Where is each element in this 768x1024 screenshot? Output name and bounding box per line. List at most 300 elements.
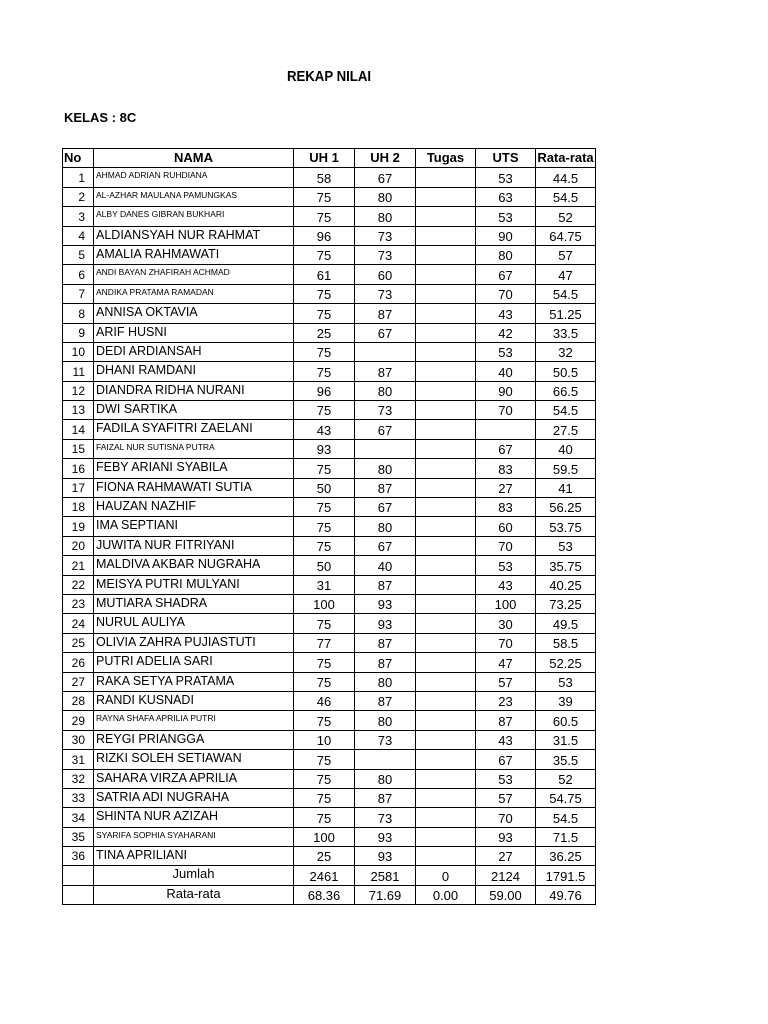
score-tugas bbox=[416, 381, 476, 400]
score-rata-rata: 54.5 bbox=[536, 401, 596, 420]
student-name: REYGI PRIANGGA bbox=[94, 730, 294, 749]
score-uh2 bbox=[355, 750, 416, 769]
student-name: MEISYA PUTRI MULYANI bbox=[94, 575, 294, 594]
row-number: 17 bbox=[63, 478, 94, 497]
score-uh2: 80 bbox=[355, 459, 416, 478]
table-row bbox=[63, 168, 596, 187]
score-uh2: 87 bbox=[355, 362, 416, 381]
score-uh1: 93 bbox=[294, 439, 355, 458]
row-number: 26 bbox=[63, 653, 94, 672]
score-tugas bbox=[416, 788, 476, 807]
score-uh1: 100 bbox=[294, 594, 355, 613]
score-uh1: 75 bbox=[294, 498, 355, 517]
score-tugas bbox=[416, 730, 476, 749]
score-rata-rata: 73.25 bbox=[536, 594, 596, 613]
student-name: MALDIVA AKBAR NUGRAHA bbox=[94, 556, 294, 575]
student-name: SHINTA NUR AZIZAH bbox=[94, 808, 294, 827]
row-number: 27 bbox=[63, 672, 94, 691]
score-uh1: 75 bbox=[294, 653, 355, 672]
row-number: 16 bbox=[63, 459, 94, 478]
score-uh2 bbox=[355, 342, 416, 361]
score-uh2: 40 bbox=[355, 556, 416, 575]
table-row bbox=[63, 536, 596, 555]
table-row bbox=[63, 439, 596, 458]
score-uts: 70 bbox=[476, 284, 536, 303]
student-name: ANDI BAYAN ZHAFIRAH ACHMAD bbox=[94, 265, 294, 284]
score-uh2: 73 bbox=[355, 730, 416, 749]
score-tugas bbox=[416, 556, 476, 575]
score-uts: 43 bbox=[476, 730, 536, 749]
score-rata-rata: 52.25 bbox=[536, 653, 596, 672]
score-uts: 67 bbox=[476, 750, 536, 769]
score-uh1: 77 bbox=[294, 633, 355, 652]
score-uh1: 75 bbox=[294, 672, 355, 691]
summary-uh2: 71.69 bbox=[355, 885, 416, 904]
row-number: 32 bbox=[63, 769, 94, 788]
score-uh1: 75 bbox=[294, 245, 355, 264]
score-uh1: 75 bbox=[294, 362, 355, 381]
score-rata-rata: 39 bbox=[536, 691, 596, 710]
score-rata-rata: 36.25 bbox=[536, 847, 596, 866]
score-uh2: 67 bbox=[355, 420, 416, 439]
table-row bbox=[63, 187, 596, 206]
table-row bbox=[63, 556, 596, 575]
score-uh1: 75 bbox=[294, 788, 355, 807]
score-uts: 83 bbox=[476, 498, 536, 517]
summary-uts: 59.00 bbox=[476, 885, 536, 904]
header-nama: NAMA bbox=[94, 149, 294, 168]
summary-uts: 2124 bbox=[476, 866, 536, 885]
score-uts: 60 bbox=[476, 517, 536, 536]
score-tugas bbox=[416, 653, 476, 672]
table-row bbox=[63, 633, 596, 652]
score-tugas bbox=[416, 594, 476, 613]
score-tugas bbox=[416, 614, 476, 633]
table-row bbox=[63, 575, 596, 594]
table-row bbox=[63, 420, 596, 439]
grade-table bbox=[62, 148, 596, 905]
score-uh1: 75 bbox=[294, 459, 355, 478]
header-row bbox=[63, 149, 596, 168]
student-name: AL-AZHAR MAULANA PAMUNGKAS bbox=[94, 187, 294, 206]
row-number: 5 bbox=[63, 245, 94, 264]
table-row bbox=[63, 653, 596, 672]
row-number: 11 bbox=[63, 362, 94, 381]
score-uts: 27 bbox=[476, 478, 536, 497]
score-uh1: 25 bbox=[294, 847, 355, 866]
score-tugas bbox=[416, 517, 476, 536]
score-tugas bbox=[416, 187, 476, 206]
score-rata-rata: 66.5 bbox=[536, 381, 596, 400]
score-uh2: 67 bbox=[355, 323, 416, 342]
score-uh2: 93 bbox=[355, 827, 416, 846]
score-uts: 67 bbox=[476, 265, 536, 284]
summary-uh2: 2581 bbox=[355, 866, 416, 885]
score-tugas bbox=[416, 750, 476, 769]
header-uh2: UH 2 bbox=[355, 149, 416, 168]
score-uts: 53 bbox=[476, 556, 536, 575]
score-rata-rata: 41 bbox=[536, 478, 596, 497]
table-row bbox=[63, 459, 596, 478]
row-number: 31 bbox=[63, 750, 94, 769]
score-tugas bbox=[416, 827, 476, 846]
summary-rata: 1791.5 bbox=[536, 866, 596, 885]
score-uts: 70 bbox=[476, 536, 536, 555]
score-tugas bbox=[416, 498, 476, 517]
score-tugas bbox=[416, 633, 476, 652]
score-uts: 42 bbox=[476, 323, 536, 342]
score-uh2: 87 bbox=[355, 304, 416, 323]
score-uh2: 73 bbox=[355, 226, 416, 245]
score-uts: 93 bbox=[476, 827, 536, 846]
table-row bbox=[63, 808, 596, 827]
row-number: 7 bbox=[63, 284, 94, 303]
table-row bbox=[63, 517, 596, 536]
score-tugas bbox=[416, 536, 476, 555]
score-tugas bbox=[416, 304, 476, 323]
student-name: HAUZAN NAZHIF bbox=[94, 498, 294, 517]
score-tugas bbox=[416, 439, 476, 458]
score-tugas bbox=[416, 401, 476, 420]
table-row bbox=[63, 207, 596, 226]
score-rata-rata: 35.75 bbox=[536, 556, 596, 575]
score-uh1: 75 bbox=[294, 750, 355, 769]
table-row bbox=[63, 323, 596, 342]
score-uts: 53 bbox=[476, 207, 536, 226]
score-rata-rata: 52 bbox=[536, 769, 596, 788]
score-uts: 100 bbox=[476, 594, 536, 613]
score-tugas bbox=[416, 323, 476, 342]
score-rata-rata: 53 bbox=[536, 672, 596, 691]
score-rata-rata: 56.25 bbox=[536, 498, 596, 517]
student-name: DIANDRA RIDHA NURANI bbox=[94, 381, 294, 400]
score-uh2: 87 bbox=[355, 691, 416, 710]
student-name: SYARIFA SOPHIA SYAHARANI bbox=[94, 827, 294, 846]
score-uh2: 87 bbox=[355, 575, 416, 594]
row-number: 21 bbox=[63, 556, 94, 575]
student-name: FADILA SYAFITRI ZAELANI bbox=[94, 420, 294, 439]
header-rata: Rata-rata bbox=[536, 149, 596, 168]
score-rata-rata: 49.5 bbox=[536, 614, 596, 633]
score-uh2 bbox=[355, 439, 416, 458]
table-row bbox=[63, 827, 596, 846]
score-uts: 53 bbox=[476, 342, 536, 361]
score-uts: 87 bbox=[476, 711, 536, 730]
score-rata-rata: 47 bbox=[536, 265, 596, 284]
score-rata-rata: 54.5 bbox=[536, 808, 596, 827]
score-uh1: 75 bbox=[294, 517, 355, 536]
table-row bbox=[63, 750, 596, 769]
score-rata-rata: 71.5 bbox=[536, 827, 596, 846]
row-number: 30 bbox=[63, 730, 94, 749]
score-rata-rata: 35.5 bbox=[536, 750, 596, 769]
score-uh2: 87 bbox=[355, 633, 416, 652]
score-rata-rata: 40.25 bbox=[536, 575, 596, 594]
score-uh2: 73 bbox=[355, 808, 416, 827]
score-uh2: 73 bbox=[355, 401, 416, 420]
score-uh2: 87 bbox=[355, 788, 416, 807]
score-uts bbox=[476, 420, 536, 439]
student-name: SATRIA ADI NUGRAHA bbox=[94, 788, 294, 807]
row-number: 12 bbox=[63, 381, 94, 400]
row-number: 24 bbox=[63, 614, 94, 633]
summary-tugas: 0.00 bbox=[416, 885, 476, 904]
score-uh1: 75 bbox=[294, 808, 355, 827]
row-number: 4 bbox=[63, 226, 94, 245]
score-uh1: 75 bbox=[294, 187, 355, 206]
table-row bbox=[63, 847, 596, 866]
score-rata-rata: 64.75 bbox=[536, 226, 596, 245]
score-uh2: 73 bbox=[355, 284, 416, 303]
score-uh2: 80 bbox=[355, 187, 416, 206]
student-name: DHANI RAMDANI bbox=[94, 362, 294, 381]
score-uts: 27 bbox=[476, 847, 536, 866]
table-row bbox=[63, 672, 596, 691]
student-name: IMA SEPTIANI bbox=[94, 517, 294, 536]
score-rata-rata: 60.5 bbox=[536, 711, 596, 730]
score-uh1: 75 bbox=[294, 614, 355, 633]
header-tugas: Tugas bbox=[416, 149, 476, 168]
score-uh2: 60 bbox=[355, 265, 416, 284]
table-row bbox=[63, 381, 596, 400]
student-name: SAHARA VIRZA APRILIA bbox=[94, 769, 294, 788]
header-uh1: UH 1 bbox=[294, 149, 355, 168]
score-rata-rata: 59.5 bbox=[536, 459, 596, 478]
empty-cell bbox=[63, 866, 94, 885]
row-number: 2 bbox=[63, 187, 94, 206]
score-uh1: 50 bbox=[294, 556, 355, 575]
row-number: 35 bbox=[63, 827, 94, 846]
student-name: FIONA RAHMAWATI SUTIA bbox=[94, 478, 294, 497]
summary-tugas: 0 bbox=[416, 866, 476, 885]
score-uh2: 93 bbox=[355, 594, 416, 613]
student-name: RANDI KUSNADI bbox=[94, 691, 294, 710]
score-uh1: 10 bbox=[294, 730, 355, 749]
score-uh2: 73 bbox=[355, 245, 416, 264]
score-uts: 63 bbox=[476, 187, 536, 206]
student-name: ALBY DANES GIBRAN BUKHARI bbox=[94, 207, 294, 226]
score-tugas bbox=[416, 362, 476, 381]
score-rata-rata: 31.5 bbox=[536, 730, 596, 749]
table-row bbox=[63, 769, 596, 788]
score-uh2: 80 bbox=[355, 207, 416, 226]
header-uts: UTS bbox=[476, 149, 536, 168]
score-rata-rata: 44.5 bbox=[536, 168, 596, 187]
summary-label: Jumlah bbox=[94, 866, 294, 885]
score-uts: 57 bbox=[476, 672, 536, 691]
score-rata-rata: 54.75 bbox=[536, 788, 596, 807]
score-rata-rata: 33.5 bbox=[536, 323, 596, 342]
table-row bbox=[63, 265, 596, 284]
score-uh2: 67 bbox=[355, 498, 416, 517]
student-name: ALDIANSYAH NUR RAHMAT bbox=[94, 226, 294, 245]
row-number: 25 bbox=[63, 633, 94, 652]
row-number: 28 bbox=[63, 691, 94, 710]
row-number: 20 bbox=[63, 536, 94, 555]
summary-rata: 49.76 bbox=[536, 885, 596, 904]
table-row bbox=[63, 478, 596, 497]
row-number: 14 bbox=[63, 420, 94, 439]
student-name: OLIVIA ZAHRA PUJIASTUTI bbox=[94, 633, 294, 652]
score-uh1: 31 bbox=[294, 575, 355, 594]
score-rata-rata: 51.25 bbox=[536, 304, 596, 323]
row-number: 22 bbox=[63, 575, 94, 594]
table-row bbox=[63, 691, 596, 710]
score-uh2: 80 bbox=[355, 711, 416, 730]
row-number: 15 bbox=[63, 439, 94, 458]
score-uh1: 50 bbox=[294, 478, 355, 497]
summary-uh1: 2461 bbox=[294, 866, 355, 885]
score-tugas bbox=[416, 168, 476, 187]
score-rata-rata: 54.5 bbox=[536, 284, 596, 303]
score-uh2: 67 bbox=[355, 536, 416, 555]
score-uts: 30 bbox=[476, 614, 536, 633]
score-tugas bbox=[416, 226, 476, 245]
student-name: DWI SARTIKA bbox=[94, 401, 294, 420]
table-row bbox=[63, 788, 596, 807]
score-uh1: 75 bbox=[294, 769, 355, 788]
student-name: TINA APRILIANI bbox=[94, 847, 294, 866]
score-uh2: 87 bbox=[355, 653, 416, 672]
table-row bbox=[63, 245, 596, 264]
average-row bbox=[63, 885, 596, 904]
table-row bbox=[63, 284, 596, 303]
student-name: AHMAD ADRIAN RUHDIANA bbox=[94, 168, 294, 187]
row-number: 6 bbox=[63, 265, 94, 284]
score-uh1: 96 bbox=[294, 226, 355, 245]
score-uh2: 80 bbox=[355, 381, 416, 400]
student-name: ANDIKA PRATAMA RAMADAN bbox=[94, 284, 294, 303]
score-tugas bbox=[416, 342, 476, 361]
score-uts: 80 bbox=[476, 245, 536, 264]
class-label: KELAS : 8C bbox=[64, 110, 137, 125]
score-uh1: 100 bbox=[294, 827, 355, 846]
row-number: 13 bbox=[63, 401, 94, 420]
student-name: ARIF HUSNI bbox=[94, 323, 294, 342]
summary-uh1: 68.36 bbox=[294, 885, 355, 904]
score-tugas bbox=[416, 207, 476, 226]
summary-label: Rata-rata bbox=[94, 885, 294, 904]
score-uts: 43 bbox=[476, 575, 536, 594]
page-title: REKAP NILAI bbox=[286, 68, 372, 85]
student-name: RAKA SETYA PRATAMA bbox=[94, 672, 294, 691]
table-row bbox=[63, 401, 596, 420]
row-number: 9 bbox=[63, 323, 94, 342]
student-name: RIZKI SOLEH SETIAWAN bbox=[94, 750, 294, 769]
score-uh1: 43 bbox=[294, 420, 355, 439]
student-name: PUTRI ADELIA SARI bbox=[94, 653, 294, 672]
score-uts: 67 bbox=[476, 439, 536, 458]
score-uh2: 93 bbox=[355, 847, 416, 866]
score-tugas bbox=[416, 672, 476, 691]
score-uh1: 61 bbox=[294, 265, 355, 284]
score-uh1: 75 bbox=[294, 342, 355, 361]
total-row bbox=[63, 866, 596, 885]
row-number: 29 bbox=[63, 711, 94, 730]
score-uts: 90 bbox=[476, 381, 536, 400]
score-rata-rata: 53.75 bbox=[536, 517, 596, 536]
score-tugas bbox=[416, 769, 476, 788]
score-uh1: 75 bbox=[294, 711, 355, 730]
score-uts: 83 bbox=[476, 459, 536, 478]
score-tugas bbox=[416, 691, 476, 710]
score-rata-rata: 53 bbox=[536, 536, 596, 555]
score-rata-rata: 52 bbox=[536, 207, 596, 226]
score-uts: 70 bbox=[476, 401, 536, 420]
row-number: 36 bbox=[63, 847, 94, 866]
empty-cell bbox=[63, 885, 94, 904]
row-number: 1 bbox=[63, 168, 94, 187]
score-uh1: 96 bbox=[294, 381, 355, 400]
score-tugas bbox=[416, 459, 476, 478]
student-name: ANNISA OKTAVIA bbox=[94, 304, 294, 323]
score-uh1: 75 bbox=[294, 401, 355, 420]
student-name: NURUL AULIYA bbox=[94, 614, 294, 633]
score-uh2: 80 bbox=[355, 517, 416, 536]
row-number: 34 bbox=[63, 808, 94, 827]
score-uts: 90 bbox=[476, 226, 536, 245]
score-uts: 47 bbox=[476, 653, 536, 672]
score-uh2: 87 bbox=[355, 478, 416, 497]
score-rata-rata: 32 bbox=[536, 342, 596, 361]
row-number: 10 bbox=[63, 342, 94, 361]
score-rata-rata: 58.5 bbox=[536, 633, 596, 652]
score-tugas bbox=[416, 575, 476, 594]
score-uts: 57 bbox=[476, 788, 536, 807]
row-number: 3 bbox=[63, 207, 94, 226]
score-rata-rata: 27.5 bbox=[536, 420, 596, 439]
score-uts: 70 bbox=[476, 808, 536, 827]
score-uh1: 46 bbox=[294, 691, 355, 710]
score-rata-rata: 54.5 bbox=[536, 187, 596, 206]
score-tugas bbox=[416, 284, 476, 303]
table-row bbox=[63, 594, 596, 613]
score-tugas bbox=[416, 265, 476, 284]
student-name: DEDI ARDIANSAH bbox=[94, 342, 294, 361]
score-tugas bbox=[416, 808, 476, 827]
score-uh2: 67 bbox=[355, 168, 416, 187]
row-number: 33 bbox=[63, 788, 94, 807]
score-uh2: 80 bbox=[355, 672, 416, 691]
student-name: AMALIA RAHMAWATI bbox=[94, 245, 294, 264]
score-rata-rata: 40 bbox=[536, 439, 596, 458]
table-row bbox=[63, 304, 596, 323]
table-row bbox=[63, 498, 596, 517]
row-number: 23 bbox=[63, 594, 94, 613]
score-uh2: 93 bbox=[355, 614, 416, 633]
score-uh1: 75 bbox=[294, 207, 355, 226]
table-row bbox=[63, 730, 596, 749]
score-uts: 53 bbox=[476, 168, 536, 187]
table-row bbox=[63, 614, 596, 633]
score-uts: 43 bbox=[476, 304, 536, 323]
table-row bbox=[63, 226, 596, 245]
student-name: JUWITA NUR FITRIYANI bbox=[94, 536, 294, 555]
score-uh1: 75 bbox=[294, 536, 355, 555]
score-tugas bbox=[416, 245, 476, 264]
student-name: FEBY ARIANI SYABILA bbox=[94, 459, 294, 478]
row-number: 19 bbox=[63, 517, 94, 536]
student-name: FAIZAL NUR SUTISNA PUTRA bbox=[94, 439, 294, 458]
row-number: 8 bbox=[63, 304, 94, 323]
score-uh1: 75 bbox=[294, 284, 355, 303]
student-name: RAYNA SHAFA APRILIA PUTRI bbox=[94, 711, 294, 730]
table-row bbox=[63, 711, 596, 730]
score-uh2: 80 bbox=[355, 769, 416, 788]
score-uts: 40 bbox=[476, 362, 536, 381]
score-uts: 70 bbox=[476, 633, 536, 652]
score-uh1: 58 bbox=[294, 168, 355, 187]
